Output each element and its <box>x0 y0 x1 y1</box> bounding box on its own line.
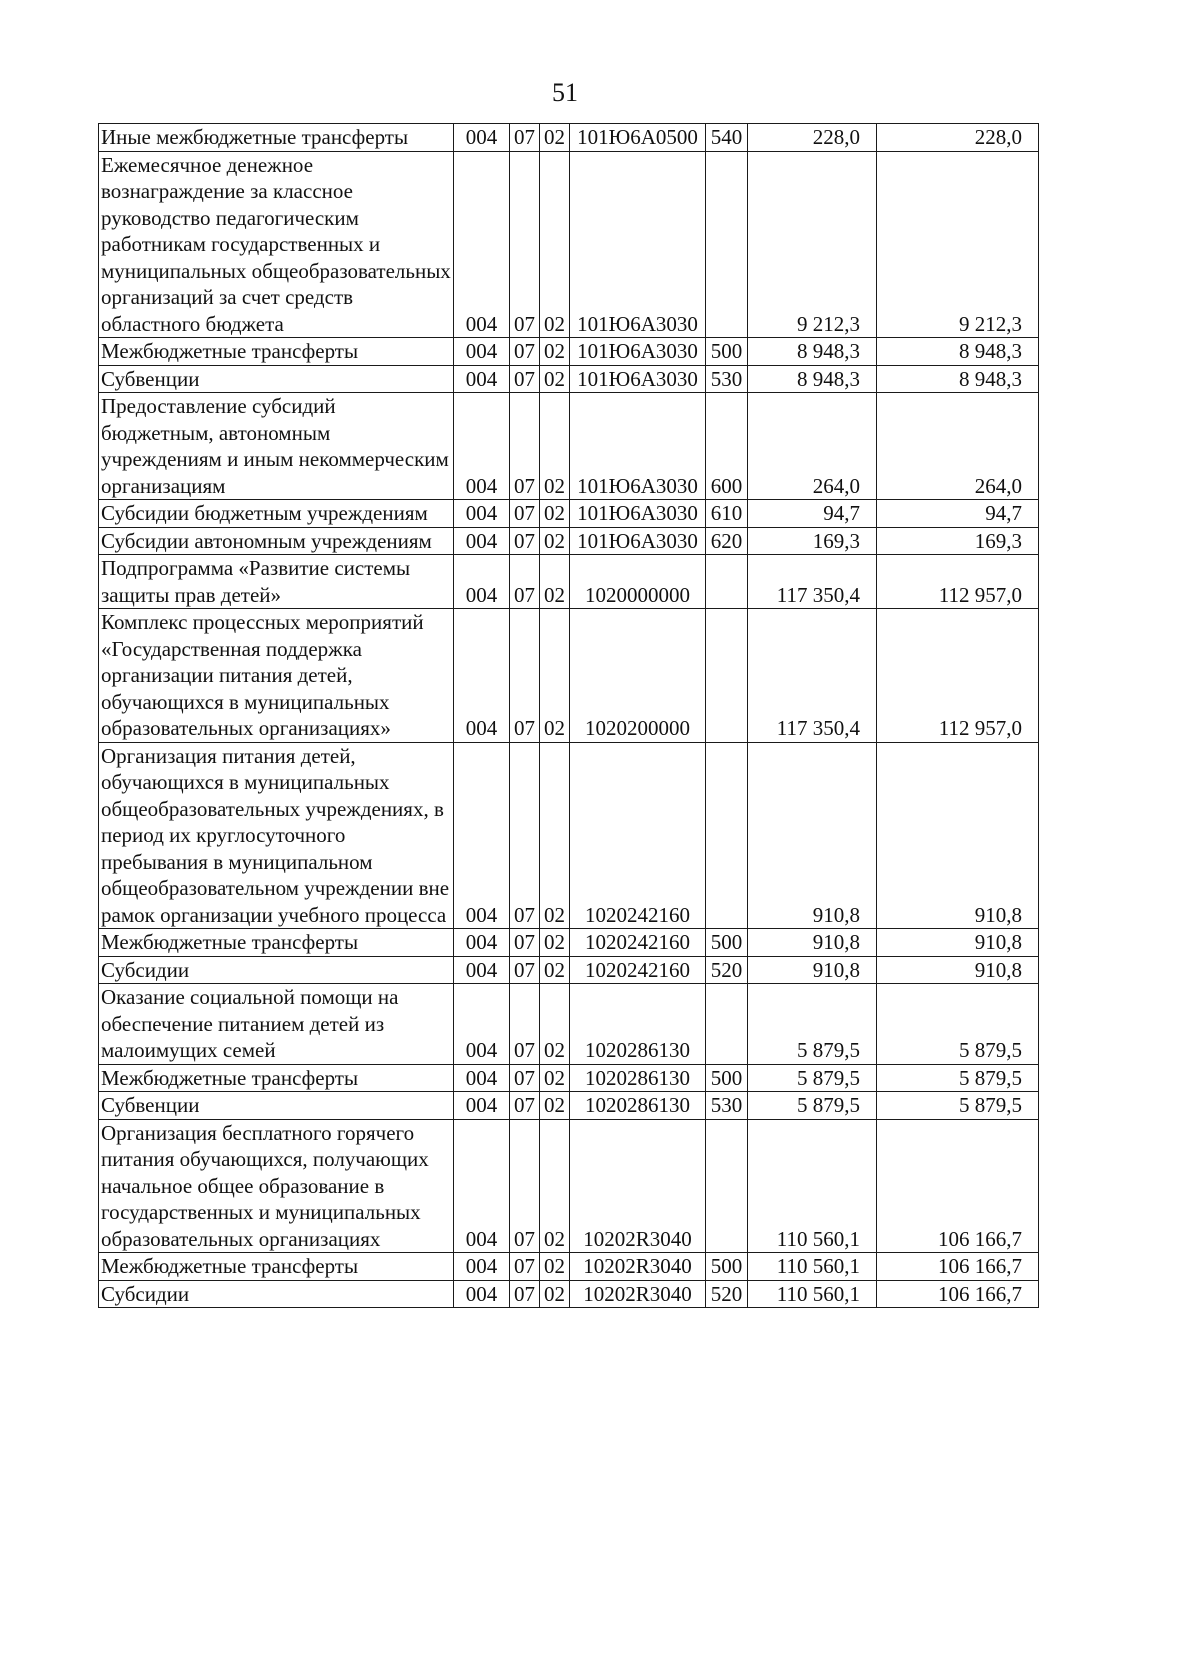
subsection-code: 02 <box>540 365 570 393</box>
budget-table <box>98 123 1039 1308</box>
amount-year-2: 5 879,5 <box>877 1064 1039 1092</box>
amount-year-1: 94,7 <box>748 500 877 528</box>
table-row <box>99 124 1039 152</box>
ved-code: 004 <box>454 527 510 555</box>
subsection-code: 02 <box>540 124 570 152</box>
amount-year-1: 110 560,1 <box>748 1253 877 1281</box>
target-article-code: 10202R3040 <box>570 1119 706 1253</box>
subsection-code: 02 <box>540 393 570 500</box>
section-code: 07 <box>510 1064 540 1092</box>
section-code: 07 <box>510 956 540 984</box>
amount-year-1: 117 350,4 <box>748 555 877 609</box>
section-code: 07 <box>510 124 540 152</box>
ved-code: 004 <box>454 124 510 152</box>
row-name: Межбюджетные трансферты <box>99 1064 454 1092</box>
subsection-code: 02 <box>540 1064 570 1092</box>
amount-year-1: 5 879,5 <box>748 1064 877 1092</box>
subsection-code: 02 <box>540 984 570 1065</box>
subsection-code: 02 <box>540 338 570 366</box>
table-row <box>99 1092 1039 1120</box>
expense-type-code: 500 <box>706 1064 748 1092</box>
subsection-code: 02 <box>540 609 570 743</box>
table-row <box>99 1064 1039 1092</box>
target-article-code: 1020242160 <box>570 956 706 984</box>
amount-year-1: 910,8 <box>748 742 877 929</box>
amount-year-2: 5 879,5 <box>877 1092 1039 1120</box>
amount-year-1: 169,3 <box>748 527 877 555</box>
amount-year-1: 110 560,1 <box>748 1280 877 1308</box>
ved-code: 004 <box>454 956 510 984</box>
table-row <box>99 929 1039 957</box>
amount-year-1: 910,8 <box>748 929 877 957</box>
row-name: Оказание социальной помощи на обеспечение питанием детей из малоимущих семей <box>99 984 454 1065</box>
section-code: 07 <box>510 1280 540 1308</box>
row-name: Предоставление субсидий бюджетным, автономным учреждениям и иным некоммерческим организациям <box>99 393 454 500</box>
ved-code: 004 <box>454 393 510 500</box>
subsection-code: 02 <box>540 527 570 555</box>
expense-type-code: 500 <box>706 929 748 957</box>
expense-type-code: 620 <box>706 527 748 555</box>
amount-year-1: 8 948,3 <box>748 365 877 393</box>
target-article-code: 10202R3040 <box>570 1280 706 1308</box>
page-number: 51 <box>552 78 578 107</box>
expense-type-code: 520 <box>706 956 748 984</box>
row-name: Комплекс процессных мероприятий «Государственная поддержка организации питания детей, обучающихся в муниципальных образовательных организациях» <box>99 609 454 743</box>
section-code: 07 <box>510 555 540 609</box>
amount-year-2: 910,8 <box>877 742 1039 929</box>
ved-code: 004 <box>454 1253 510 1281</box>
row-name: Иные межбюджетные трансферты <box>99 124 454 152</box>
row-name: Субсидии <box>99 1280 454 1308</box>
amount-year-1: 5 879,5 <box>748 1092 877 1120</box>
amount-year-2: 106 166,7 <box>877 1280 1039 1308</box>
table-row <box>99 338 1039 366</box>
row-name: Межбюджетные трансферты <box>99 338 454 366</box>
amount-year-2: 169,3 <box>877 527 1039 555</box>
subsection-code: 02 <box>540 151 570 338</box>
section-code: 07 <box>510 742 540 929</box>
subsection-code: 02 <box>540 1119 570 1253</box>
row-name: Субвенции <box>99 1092 454 1120</box>
amount-year-2: 910,8 <box>877 956 1039 984</box>
ved-code: 004 <box>454 984 510 1065</box>
target-article-code: 101Ю6А3030 <box>570 393 706 500</box>
amount-year-2: 264,0 <box>877 393 1039 500</box>
ved-code: 004 <box>454 1280 510 1308</box>
target-article-code: 101Ю6А3030 <box>570 338 706 366</box>
ved-code: 004 <box>454 1092 510 1120</box>
table-row <box>99 1119 1039 1253</box>
expense-type-code: 530 <box>706 1092 748 1120</box>
table-row <box>99 956 1039 984</box>
table-row <box>99 151 1039 338</box>
row-name: Субсидии <box>99 956 454 984</box>
amount-year-1: 910,8 <box>748 956 877 984</box>
amount-year-1: 9 212,3 <box>748 151 877 338</box>
section-code: 07 <box>510 1119 540 1253</box>
amount-year-2: 94,7 <box>877 500 1039 528</box>
amount-year-1: 117 350,4 <box>748 609 877 743</box>
amount-year-2: 106 166,7 <box>877 1253 1039 1281</box>
amount-year-1: 110 560,1 <box>748 1119 877 1253</box>
expense-type-code <box>706 555 748 609</box>
expense-type-code: 610 <box>706 500 748 528</box>
subsection-code: 02 <box>540 1280 570 1308</box>
amount-year-2: 112 957,0 <box>877 609 1039 743</box>
amount-year-2: 8 948,3 <box>877 338 1039 366</box>
table-body <box>99 124 1039 1308</box>
row-name: Организация бесплатного горячего питания обучающихся, получающих начальное общее образование в государственных и муниципальных образовательных организациях <box>99 1119 454 1253</box>
ved-code: 004 <box>454 609 510 743</box>
expense-type-code <box>706 742 748 929</box>
section-code: 07 <box>510 151 540 338</box>
expense-type-code: 600 <box>706 393 748 500</box>
expense-type-code <box>706 609 748 743</box>
table-row <box>99 527 1039 555</box>
row-name: Субсидии автономным учреждениям <box>99 527 454 555</box>
amount-year-2: 5 879,5 <box>877 984 1039 1065</box>
section-code: 07 <box>510 1092 540 1120</box>
row-name: Ежемесячное денежное вознаграждение за классное руководство педагогическим работникам государственных и муниципальных общеобразовательных организаций за счет средств областного бюджета <box>99 151 454 338</box>
ved-code: 004 <box>454 365 510 393</box>
section-code: 07 <box>510 527 540 555</box>
target-article-code: 101Ю6А3030 <box>570 527 706 555</box>
ved-code: 004 <box>454 555 510 609</box>
section-code: 07 <box>510 338 540 366</box>
subsection-code: 02 <box>540 1092 570 1120</box>
amount-year-2: 910,8 <box>877 929 1039 957</box>
expense-type-code: 500 <box>706 1253 748 1281</box>
row-name: Субвенции <box>99 365 454 393</box>
target-article-code: 1020000000 <box>570 555 706 609</box>
target-article-code: 1020242160 <box>570 742 706 929</box>
target-article-code: 101Ю6А3030 <box>570 151 706 338</box>
ved-code: 004 <box>454 742 510 929</box>
row-name: Межбюджетные трансферты <box>99 929 454 957</box>
row-name: Организация питания детей, обучающихся в муниципальных общеобразовательных учреждениях, в период их круглосуточного пребывания в муниципальном общеобразовательном учреждении вне рамок организации учебного процесса <box>99 742 454 929</box>
subsection-code: 02 <box>540 500 570 528</box>
amount-year-1: 264,0 <box>748 393 877 500</box>
expense-type-code <box>706 151 748 338</box>
subsection-code: 02 <box>540 742 570 929</box>
amount-year-2: 9 212,3 <box>877 151 1039 338</box>
ved-code: 004 <box>454 338 510 366</box>
row-name: Межбюджетные трансферты <box>99 1253 454 1281</box>
table-row <box>99 555 1039 609</box>
ved-code: 004 <box>454 1064 510 1092</box>
section-code: 07 <box>510 929 540 957</box>
amount-year-2: 228,0 <box>877 124 1039 152</box>
amount-year-1: 8 948,3 <box>748 338 877 366</box>
table-row <box>99 1253 1039 1281</box>
expense-type-code <box>706 984 748 1065</box>
ved-code: 004 <box>454 500 510 528</box>
subsection-code: 02 <box>540 929 570 957</box>
amount-year-2: 106 166,7 <box>877 1119 1039 1253</box>
target-article-code: 1020286130 <box>570 1092 706 1120</box>
table-row <box>99 500 1039 528</box>
table-row <box>99 393 1039 500</box>
amount-year-1: 228,0 <box>748 124 877 152</box>
expense-type-code <box>706 1119 748 1253</box>
expense-type-code: 500 <box>706 338 748 366</box>
target-article-code: 101Ю6А3030 <box>570 365 706 393</box>
subsection-code: 02 <box>540 1253 570 1281</box>
target-article-code: 1020286130 <box>570 984 706 1065</box>
expense-type-code: 530 <box>706 365 748 393</box>
section-code: 07 <box>510 1253 540 1281</box>
table-row <box>99 365 1039 393</box>
table-row <box>99 984 1039 1065</box>
row-name: Субсидии бюджетным учреждениям <box>99 500 454 528</box>
amount-year-2: 8 948,3 <box>877 365 1039 393</box>
target-article-code: 1020286130 <box>570 1064 706 1092</box>
row-name: Подпрограмма «Развитие системы защиты прав детей» <box>99 555 454 609</box>
expense-type-code: 540 <box>706 124 748 152</box>
ved-code: 004 <box>454 929 510 957</box>
subsection-code: 02 <box>540 555 570 609</box>
table-row <box>99 609 1039 743</box>
expense-type-code: 520 <box>706 1280 748 1308</box>
target-article-code: 1020242160 <box>570 929 706 957</box>
target-article-code: 1020200000 <box>570 609 706 743</box>
ved-code: 004 <box>454 151 510 338</box>
section-code: 07 <box>510 393 540 500</box>
section-code: 07 <box>510 984 540 1065</box>
table-row <box>99 1280 1039 1308</box>
amount-year-2: 112 957,0 <box>877 555 1039 609</box>
target-article-code: 101Ю6А0500 <box>570 124 706 152</box>
section-code: 07 <box>510 609 540 743</box>
amount-year-1: 5 879,5 <box>748 984 877 1065</box>
table-row <box>99 742 1039 929</box>
target-article-code: 101Ю6А3030 <box>570 500 706 528</box>
ved-code: 004 <box>454 1119 510 1253</box>
section-code: 07 <box>510 365 540 393</box>
target-article-code: 10202R3040 <box>570 1253 706 1281</box>
section-code: 07 <box>510 500 540 528</box>
subsection-code: 02 <box>540 956 570 984</box>
